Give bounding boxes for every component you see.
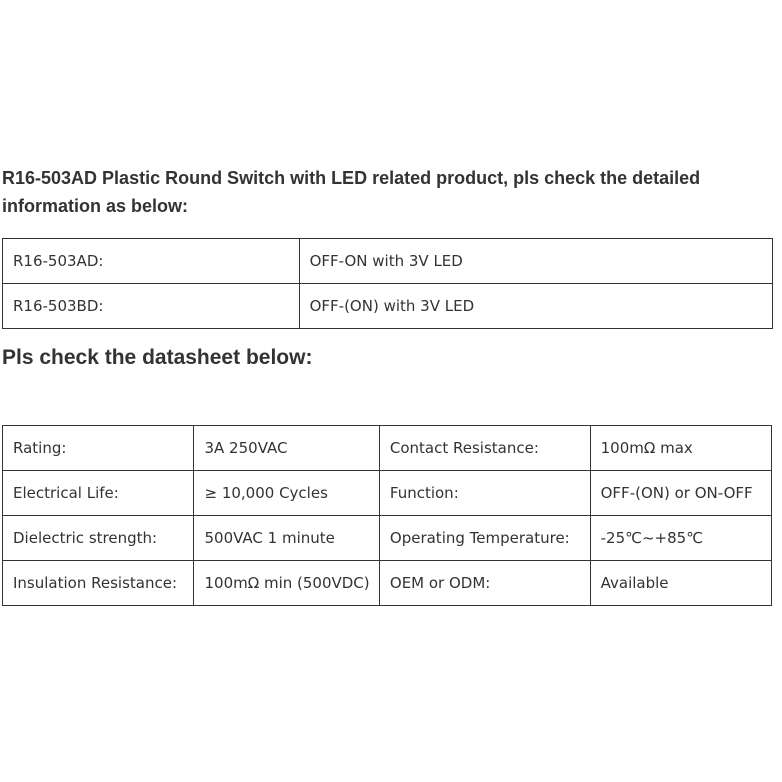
table-row	[3, 239, 773, 284]
spec-label: Operating Temperature:	[379, 516, 590, 561]
spec-label: Insulation Resistance:	[3, 561, 194, 606]
spec-label: Electrical Life:	[3, 471, 194, 516]
product-description: OFF-ON with 3V LED	[299, 239, 772, 284]
spec-value: 3A 250VAC	[194, 426, 379, 471]
spec-label: Function:	[379, 471, 590, 516]
table-row	[3, 284, 773, 329]
spec-label: Rating:	[3, 426, 194, 471]
intro-text: R16-503AD Plastic Round Switch with LED related product, pls check the detailed information as below:	[2, 168, 701, 216]
spec-value: OFF-(ON) or ON-OFF	[590, 471, 771, 516]
table-row	[3, 471, 772, 516]
spec-value: Available	[590, 561, 771, 606]
datasheet-table	[2, 425, 772, 606]
spec-value: 100mΩ max	[590, 426, 771, 471]
product-table	[2, 238, 773, 329]
table-row	[3, 516, 772, 561]
spec-label: Dielectric strength:	[3, 516, 194, 561]
spec-label: Contact Resistance:	[379, 426, 590, 471]
datasheet-heading: Pls check the datasheet below:	[2, 346, 313, 369]
spec-value: -25℃~+85℃	[590, 516, 771, 561]
table-row	[3, 561, 772, 606]
spec-value: 500VAC 1 minute	[194, 516, 379, 561]
product-model: R16-503BD:	[3, 284, 300, 329]
product-description: OFF-(ON) with 3V LED	[299, 284, 772, 329]
spec-label: OEM or ODM:	[379, 561, 590, 606]
spec-value: ≥ 10,000 Cycles	[194, 471, 379, 516]
table-row	[3, 426, 772, 471]
spec-value: 100mΩ min (500VDC)	[194, 561, 379, 606]
product-model: R16-503AD:	[3, 239, 300, 284]
